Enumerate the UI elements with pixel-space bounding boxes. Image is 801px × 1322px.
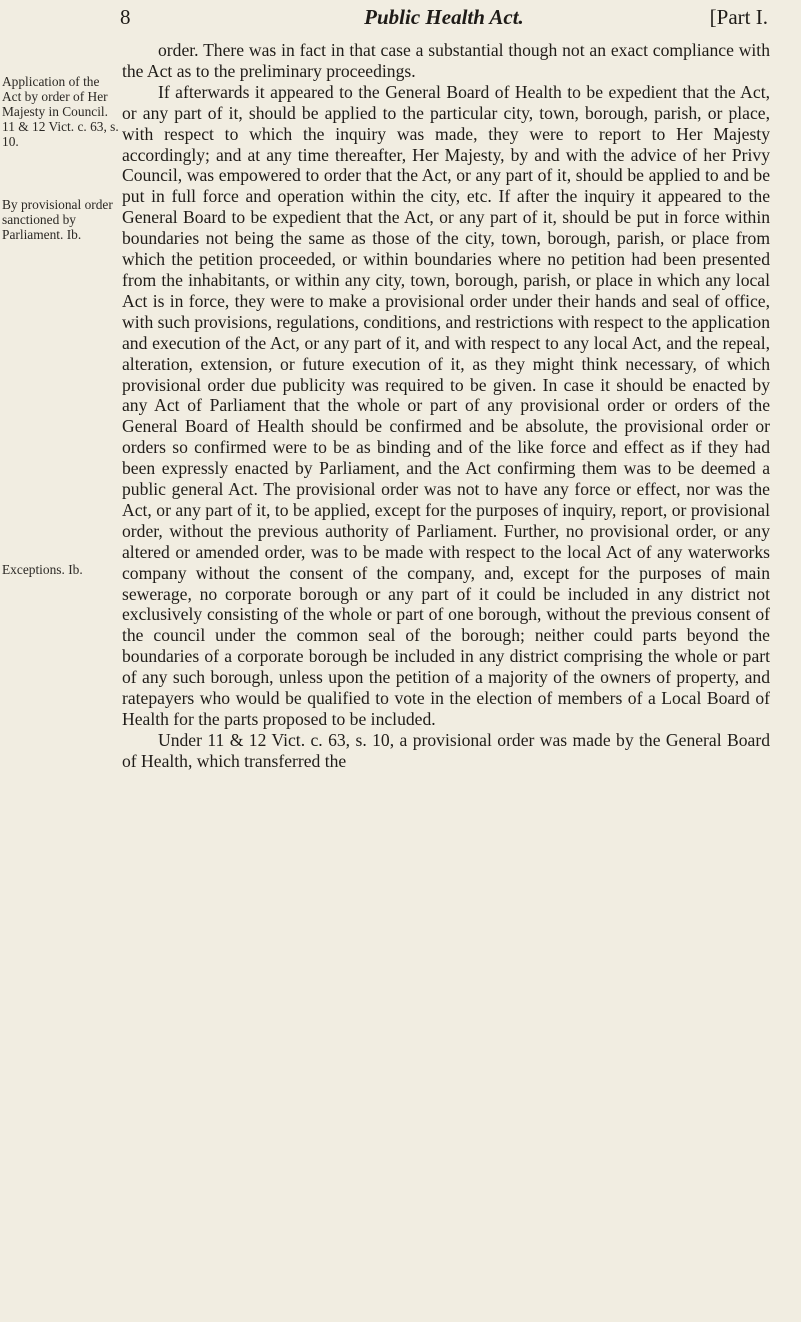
paragraph-2: If afterwards it appeared to the General Board of Health to be expedient that the Act, or any part of it, should be applied to the particular city, town, borough, parish, or place, with respect to which the inquiry was made, they were to report to Her Majesty accordingly; and at any time thereafter, Her Majesty, by and with the advice of her Privy Council, was empowered to order that the Act, or any part of it, should be applied to and be put in full force and operation within the city, etc. If after the inquiry it appeared to the General Board to be expedient that the Act, or any part of it, should be put in force within boundaries not being the same as those of the city, town, borough, parish, or place from which the petition proceeded, or within boundaries where no petition had been presented from the inhabitants, or within any city, town, borough, parish, or place in which any local Act is in force, they were to make a provisional order under their hands and seal of office, with such provisions, regulations, conditions, and restrictions with respect to the application and execution of the Act, or any part of it, and with respect to any local Act, and the repeal, alteration, extension, or future execution of it, as they might think necessary, of which provisional order due publicity was required to be given. In case it should be enacted by any Act of Parliament that the whole or part of any provisional order or orders of the General Board of Health should be confirmed and be absolute, the provisional order or orders so confirmed were to be as binding and of the like force and effect as if they had been expressly enacted by Parliament, and the Act confirming them was to be deemed a public general Act. The provisional order was not to have any force or effect, nor was the Act, or any part of it, to be applied, except for the purposes of inquiry, report, or provisional order, without the previous authority of Parliament. Further, no provisional order, or any altered or amended order, was to be made with respect to the local Act of any waterworks company without the consent of the company, and, except for the purposes of main sewerage, no corporate borough or any part of it could be included in any district not exclusively consisting of the whole or part of one borough, without the previous consent of the council under the common seal of the borough; neither could parts beyond the boundaries of a corporate borough be included in any district comprising the whole or part of any such borough, unless upon the petition of a majority of the owners of property, and ratepayers who would be qualified to vote in the election of members of a Local Board of Health for the parts proposed to be included.	[122, 81, 770, 729]
sidenote-provisional-order: By provisional order sanctioned by Parliament. Ib.	[2, 197, 113, 242]
body-text	[122, 40, 770, 772]
part-label: [Part I.	[709, 5, 768, 29]
paragraph-1: order. There was in fact in that case a substantial though not an exact compliance with the Act as to the preliminary proceedings.	[122, 40, 770, 81]
page-number: 8	[120, 5, 131, 29]
running-header	[120, 2, 768, 34]
sidenote-exceptions: Exceptions. Ib.	[2, 562, 83, 577]
sidenote-application: Application of the Act by order of Her Majesty in Council. 11 & 12 Vict. c. 63, s. 10.	[2, 74, 119, 149]
running-title: Public Health Act.	[364, 5, 524, 29]
paragraph-3: Under 11 & 12 Vict. c. 63, s. 10, a provisional order was made by the General Board of Health, which transferred the	[122, 729, 770, 771]
